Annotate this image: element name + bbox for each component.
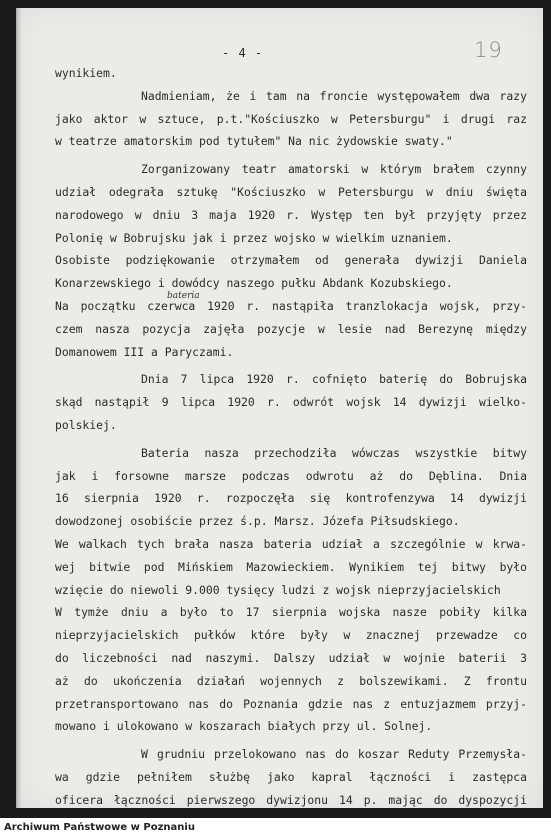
- text-line: Domanowem III a Paryczami.: [55, 344, 234, 359]
- page-edge-shadow: [16, 8, 22, 808]
- text-line: We walkach tych brała nasza bateria udział a szczególnie w krwa-: [55, 536, 527, 551]
- text-line: Polonię w Bobrujsku jak i przez wojsko w wielkim uznaniem.: [55, 230, 453, 245]
- text-line: mowano i ulokowano w koszarach białych przy ul. Solnej.: [55, 719, 433, 734]
- interlinear-note: bateria: [167, 291, 200, 301]
- text-line: Konarzewskiego i dowódcy naszego pułku Abdank Kozubskiego.: [55, 276, 453, 291]
- text-line: do liczebności nad naszymi. Dalszy udział w wojnie baterii 3: [55, 650, 527, 665]
- text-line: Osobiste podziękowanie otrzymałem od generała dywizji Daniela: [55, 253, 527, 268]
- text-line: skąd nastąpił 9 lipca 1920 r. odwrót wojsk 14 dywizji wielko-: [55, 395, 527, 410]
- text-line: Zorganizowany teatr amatorski w którym brałem czynny: [141, 162, 527, 177]
- typewritten-text: [55, 62, 527, 812]
- page-number: - 4 -: [222, 46, 264, 60]
- archive-footer: [0, 818, 551, 840]
- text-line: oficera łączności pierwszego dywizjonu 14 p. mając do dyspozycji: [55, 792, 527, 807]
- text-line: przetransportowano nas do Poznania gdzie nas z entuzjazmem przyj-: [55, 696, 527, 711]
- text-line: jak i forsowne marsze podczas odwrotu aż do Dęblina. Dnia: [55, 468, 527, 483]
- archive-name: Archiwum Państwowe w Poznaniu: [4, 822, 195, 833]
- text-line: wynikiem.: [55, 66, 117, 80]
- text-line: w teatrze amatorskim pod tytułem" Na nic żydowskie swaty.": [55, 134, 453, 149]
- text-line: wzięcie do niewoli 9.000 tysięcy ludzi z wojsk nieprzyjacielskich: [55, 582, 501, 597]
- text-line: wa gdzie pełniłem służbę jako kapral łączności i zastępca: [55, 769, 527, 784]
- text-line: dowodzonej osobiście przez ś.p. Marsz. Józefa Piłsudskiego.: [55, 514, 460, 529]
- text-line: polskiej.: [55, 417, 117, 432]
- text-line: W tymże dniu a było to 17 sierpnia wojska nasze pobiły kilka: [55, 605, 527, 620]
- text-line: narodowego w dniu 3 maja 1920 r. Występ ten był przyjęty przez: [55, 207, 527, 222]
- folio-number: 19: [474, 38, 503, 62]
- text-line: Dnia 7 lipca 1920 r. cofnięto baterię do Bobrujska: [141, 372, 527, 387]
- text-line: aż do ukończenia działań wojennych z bolszewikami. Z frontu: [55, 673, 527, 688]
- text-line: nieprzyjacielskich pułków które były w znacznej przewadze co: [55, 628, 527, 643]
- text-line: wej bitwie pod Mińskiem Mazowieckiem. Wynikiem tej bitwy było: [55, 559, 527, 574]
- text-line: udział odegrała sztukę "Kościuszko w Petersburgu w dniu święta: [55, 184, 527, 199]
- text-line: jako aktor w sztuce, p.t."Kościuszko w Petersburgu" i drugi raz: [55, 111, 527, 126]
- text-line: Nadmieniam, że i tam na froncie występowałem dwa razy: [141, 88, 527, 103]
- text-line: Na początku czerwca 1920 r. nastąpiła tranzlokacja wojsk, przy-: [55, 298, 527, 313]
- text-line: 16 sierpnia 1920 r. rozpoczęła się kontrofenzywa 14 dywizji: [55, 491, 527, 506]
- text-line: Bateria nasza przechodziła wówczas wszystkie bitwy: [141, 445, 527, 460]
- text-line: W grudniu przelokowano nas do koszar Reduty Przemysła-: [141, 747, 527, 762]
- text-line: czem nasza pozycja zajęła pozycje w lesie nad Berezynę między: [55, 321, 527, 336]
